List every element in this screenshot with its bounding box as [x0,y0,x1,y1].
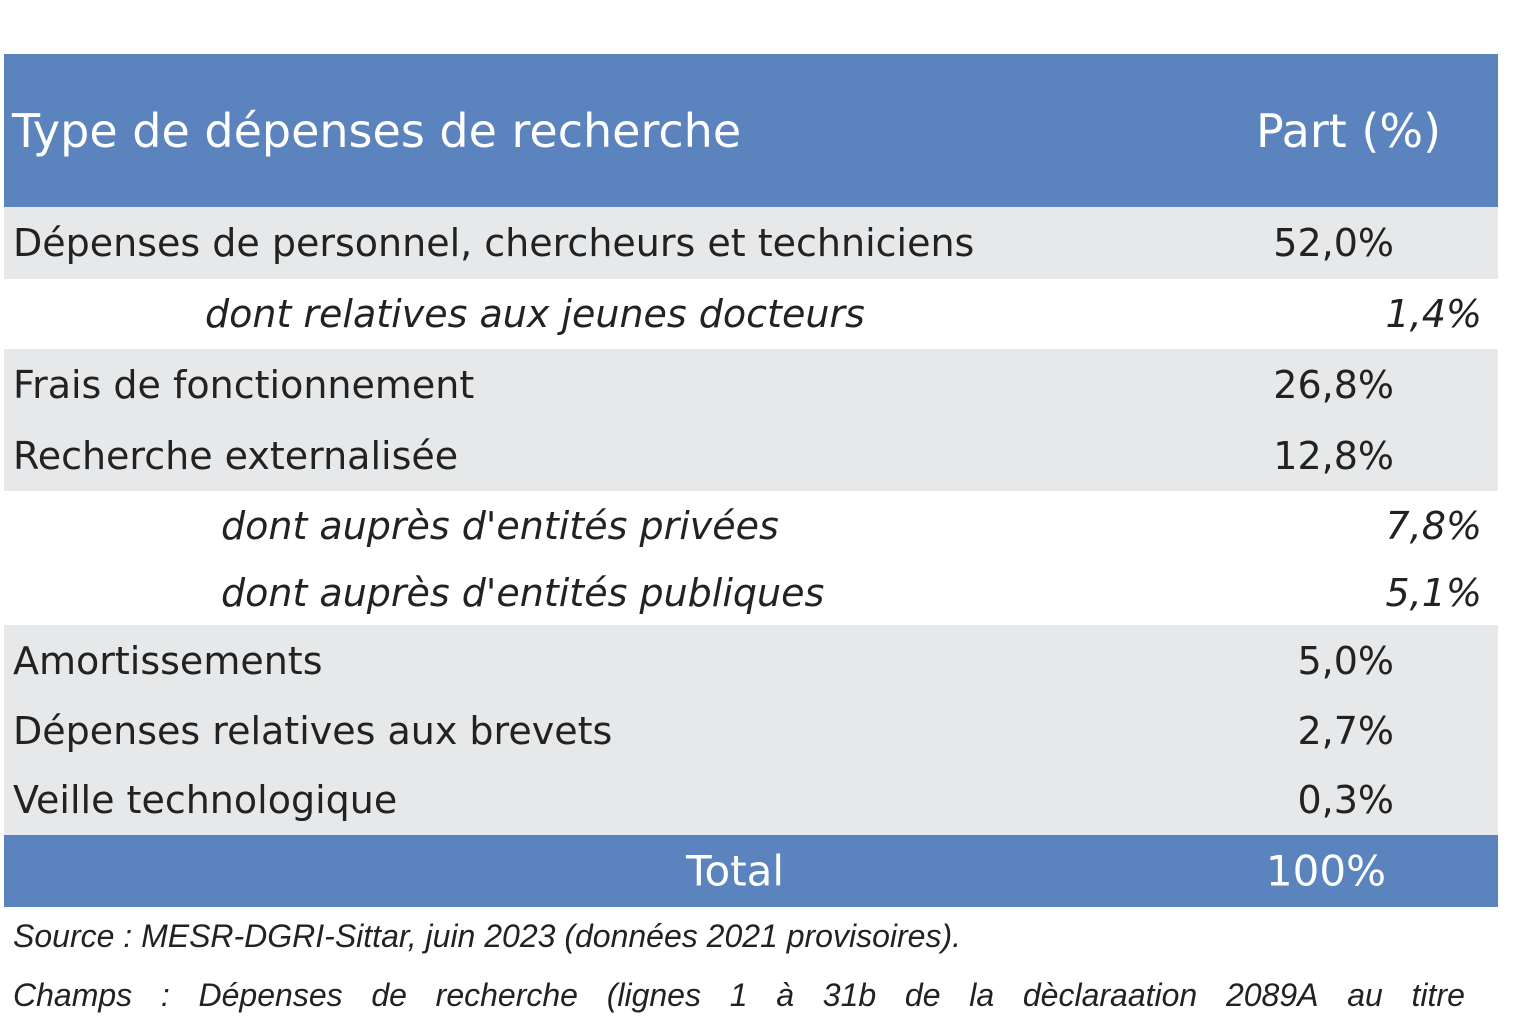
source-note: Source : MESR-DGRI-Sittar, juin 2023 (données 2021 provisoires). [13,918,961,954]
row-label: dont relatives aux jeunes docteurs [205,292,865,336]
table-row [4,349,1498,421]
row-value: 12,8% [1273,434,1394,478]
row-label: dont auprès d'entités privées [221,504,779,548]
champs-word: titre [1411,977,1465,1013]
champs-word: dèclaraation [1022,977,1198,1013]
header-type-label: Type de dépenses de recherche [12,103,742,158]
table-row [4,561,1498,625]
champs-word: recherche [435,977,578,1013]
row-label: Veille technologique [13,778,398,822]
table-row [4,207,1498,279]
champs-word: Dépenses [198,977,343,1013]
table-row [4,625,1498,697]
table-row [4,765,1498,835]
row-label: dont auprès d'entités publiques [221,571,825,615]
champs-word: de [371,977,407,1013]
research-expense-table [4,54,1498,907]
row-value: 0,3% [1297,778,1394,822]
total-row [4,835,1498,907]
row-value: 1,4% [1385,292,1482,336]
table-row [4,279,1498,349]
band-externalisee-details [4,491,1498,625]
champs-word: (lignes [606,977,701,1013]
table-row [4,491,1498,561]
band-jeunes-docteurs [4,279,1498,349]
total-label: Total [686,846,785,896]
champs-word: : [160,977,170,1013]
table-row [4,697,1498,765]
band-others [4,625,1498,835]
champs-word: 31b [822,977,877,1013]
champs-word: au [1347,977,1383,1013]
row-label: Recherche externalisée [13,434,459,478]
row-label: Dépenses de personnel, chercheurs et techniciens [13,221,975,265]
table-header [4,54,1498,207]
row-label: Dépenses relatives aux brevets [13,709,613,753]
champs-word: 2089A [1225,977,1319,1013]
band-personnel [4,207,1498,279]
champs-word: 1 [729,977,748,1013]
row-value: 26,8% [1273,363,1394,407]
row-value: 7,8% [1385,504,1482,548]
row-label: Amortissements [13,639,323,683]
band-fonctionnement [4,349,1498,491]
row-value: 2,7% [1297,709,1394,753]
champs-word: à [776,977,795,1013]
row-value: 5,1% [1385,571,1482,615]
table-row [4,421,1498,491]
header-share-label: Part (%) [1256,103,1442,158]
champs-word: la [969,977,995,1013]
total-value: 100% [1265,846,1386,896]
row-value: 5,0% [1297,639,1394,683]
row-label: Frais de fonctionnement [13,363,475,407]
champs-note [13,977,1465,1014]
champs-word: Champs [13,977,133,1013]
row-value: 52,0% [1273,221,1394,265]
champs-word: de [904,977,941,1013]
